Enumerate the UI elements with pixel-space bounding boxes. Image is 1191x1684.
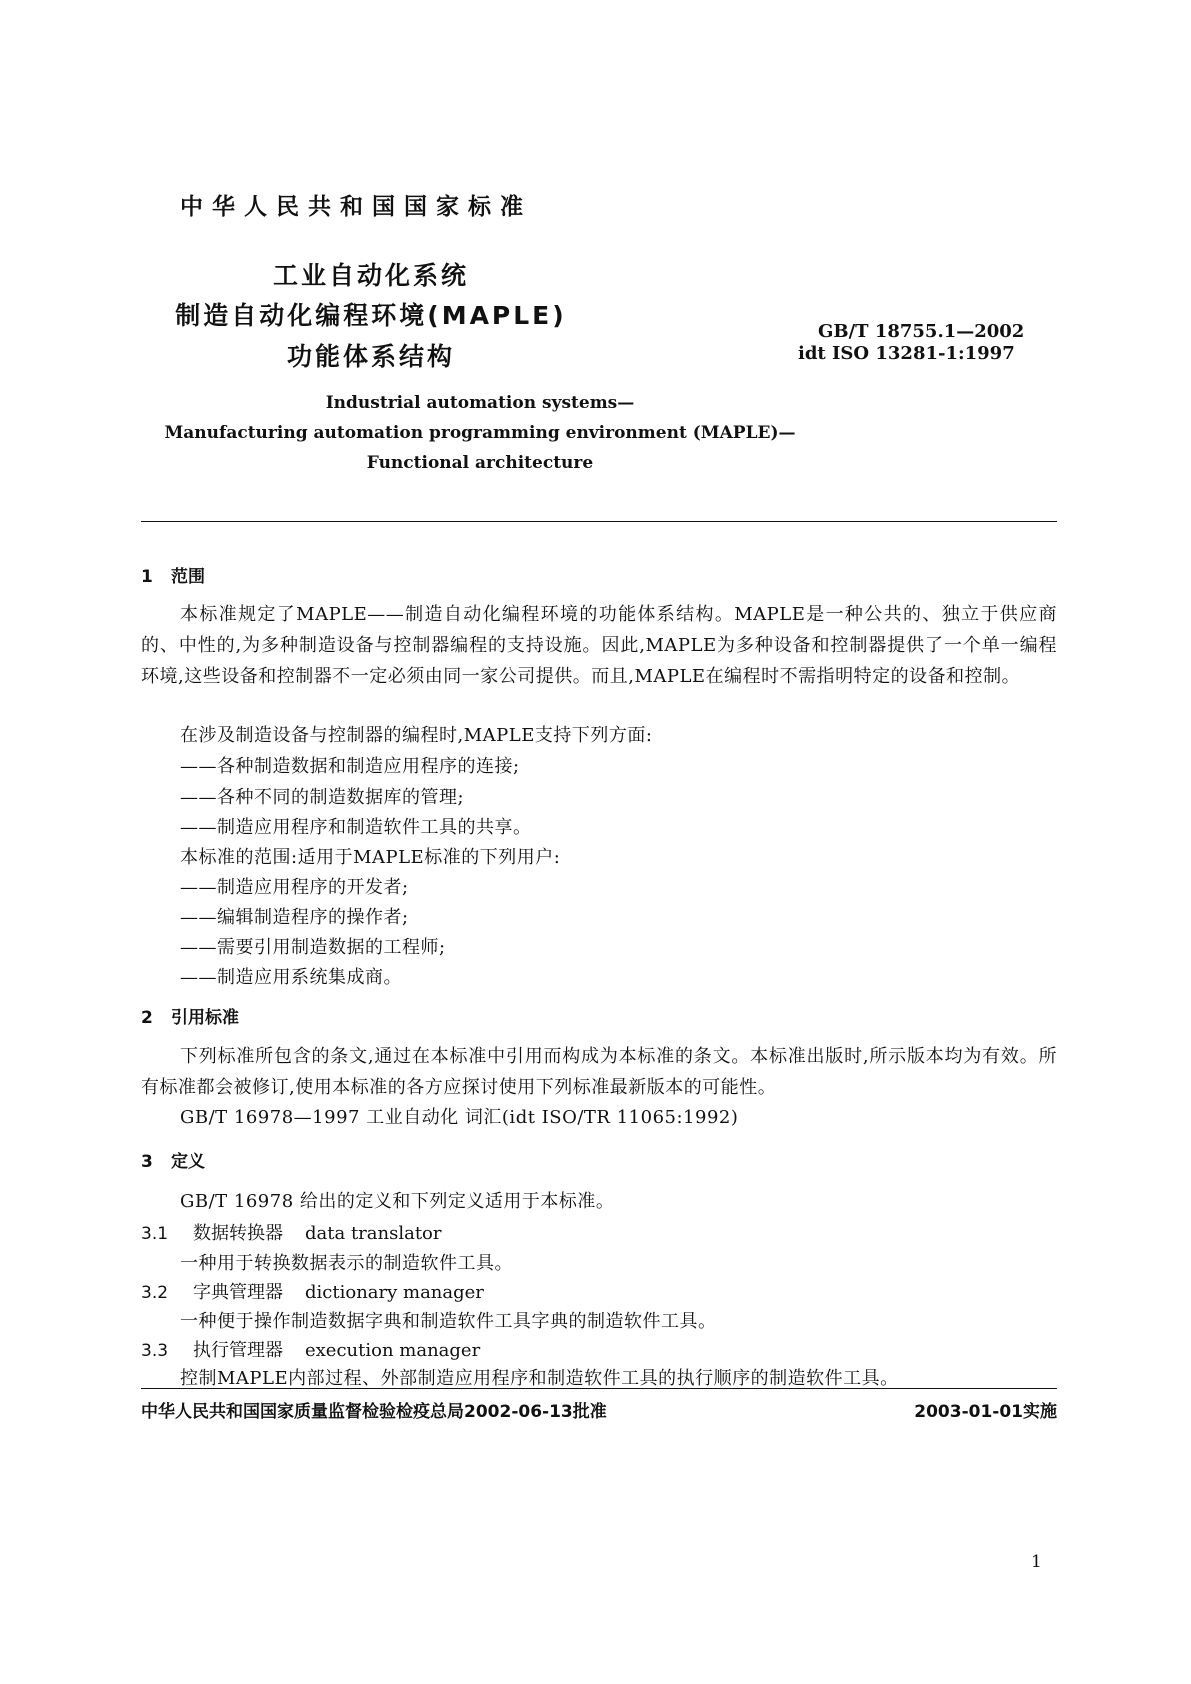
definition-number: 3.3	[141, 1341, 169, 1361]
standard-code: GB/T 18755.1—2002	[818, 321, 1025, 342]
section-1-heading	[141, 562, 205, 587]
definition-text: 控制MAPLE内部过程、外部制造应用程序和制造软件工具的执行顺序的制造软件工具。	[180, 1368, 899, 1389]
section-3-heading	[141, 1147, 205, 1172]
section-2-heading	[141, 1003, 239, 1028]
section-2-number: 2	[141, 1008, 153, 1028]
definition-term-cn: 执行管理器	[193, 1340, 283, 1361]
list-item: ——制造应用程序和制造软件工具的共享。	[180, 817, 532, 838]
list-item: ——需要引用制造数据的工程师;	[180, 937, 446, 958]
iso-equivalent-code: idt ISO 13281-1:1997	[798, 343, 1015, 364]
list-item: ——各种制造数据和制造应用程序的连接;	[180, 756, 520, 777]
definition-term-en: data translator	[305, 1223, 442, 1244]
section-1-paragraph: 本标准规定了MAPLE——制造自动化编程环境的功能体系结构。MAPLE是一种公共的、独立于供应商的、中性的,为多种制造设备与控制器编程的支持设施。因此,MAPLE为多种设备和控制器提供了一个单一编程环境,这些设备和控制器不一定必须由同一家公司提供。而且,MAPLE在编程时不需指明特定的设备和控制。	[141, 604, 1057, 687]
definition-term-cn: 数据转换器	[193, 1223, 283, 1244]
effective-date: 2003-01-01实施	[914, 1402, 1057, 1422]
title-en-line1: Industrial automation systems—	[325, 393, 635, 413]
national-standard-label: 中华人民共和国国家标准	[180, 194, 532, 220]
section-2-title: 引用标准	[171, 1008, 239, 1028]
definition-term	[141, 1219, 442, 1245]
section-3-intro: GB/T 16978 给出的定义和下列定义适用于本标准。	[180, 1191, 615, 1212]
section-1-intro: 在涉及制造设备与控制器的编程时,MAPLE支持下列方面:	[180, 725, 653, 746]
definition-term	[141, 1336, 480, 1362]
section-1-number: 1	[141, 567, 153, 587]
definition-term-cn: 字典管理器	[193, 1282, 283, 1303]
page-number: 1	[1031, 1552, 1042, 1572]
list-item: ——制造应用系统集成商。	[180, 967, 402, 988]
section-1-title: 范围	[171, 567, 205, 587]
definition-text: 一种用于转换数据表示的制造软件工具。	[180, 1253, 513, 1274]
section-2-paragraph: 下列标准所包含的条文,通过在本标准中引用而构成为本标准的条文。本标准出版时,所示版本均为有效。所有标准都会被修订,使用本标准的各方应探讨使用下列标准最新版本的可能性。	[141, 1046, 1057, 1098]
title-en-line3: Functional architecture	[366, 453, 594, 473]
title-cn-line3: 功能体系结构	[286, 342, 455, 371]
definition-number: 3.1	[141, 1224, 169, 1244]
definition-number: 3.2	[141, 1283, 169, 1303]
section-3-title: 定义	[171, 1152, 205, 1172]
definition-term-en: execution manager	[305, 1340, 481, 1361]
list-item: ——各种不同的制造数据库的管理;	[180, 787, 465, 808]
title-en-line2: Manufacturing automation programming environment (MAPLE)—	[164, 423, 796, 443]
footer-divider	[141, 1388, 1057, 1389]
normative-reference: GB/T 16978—1997 工业自动化 词汇(idt ISO/TR 11065:1992)	[180, 1107, 739, 1128]
definition-term-en: dictionary manager	[305, 1282, 484, 1303]
section-1-scope-intro: 本标准的范围:适用于MAPLE标准的下列用户:	[180, 847, 561, 868]
list-item: ——制造应用程序的开发者;	[180, 877, 409, 898]
title-cn-line1: 工业自动化系统	[272, 261, 469, 290]
approval-statement: 中华人民共和国国家质量监督检验检疫总局2002-06-13批准	[141, 1402, 607, 1422]
definition-term	[141, 1278, 484, 1304]
list-item: ——编辑制造程序的操作者;	[180, 907, 409, 928]
definition-text: 一种便于操作制造数据字典和制造软件工具字典的制造软件工具。	[180, 1311, 717, 1332]
header-divider	[141, 521, 1057, 522]
title-cn-line2: 制造自动化编程环境(MAPLE)	[175, 301, 567, 330]
section-3-number: 3	[141, 1152, 153, 1172]
